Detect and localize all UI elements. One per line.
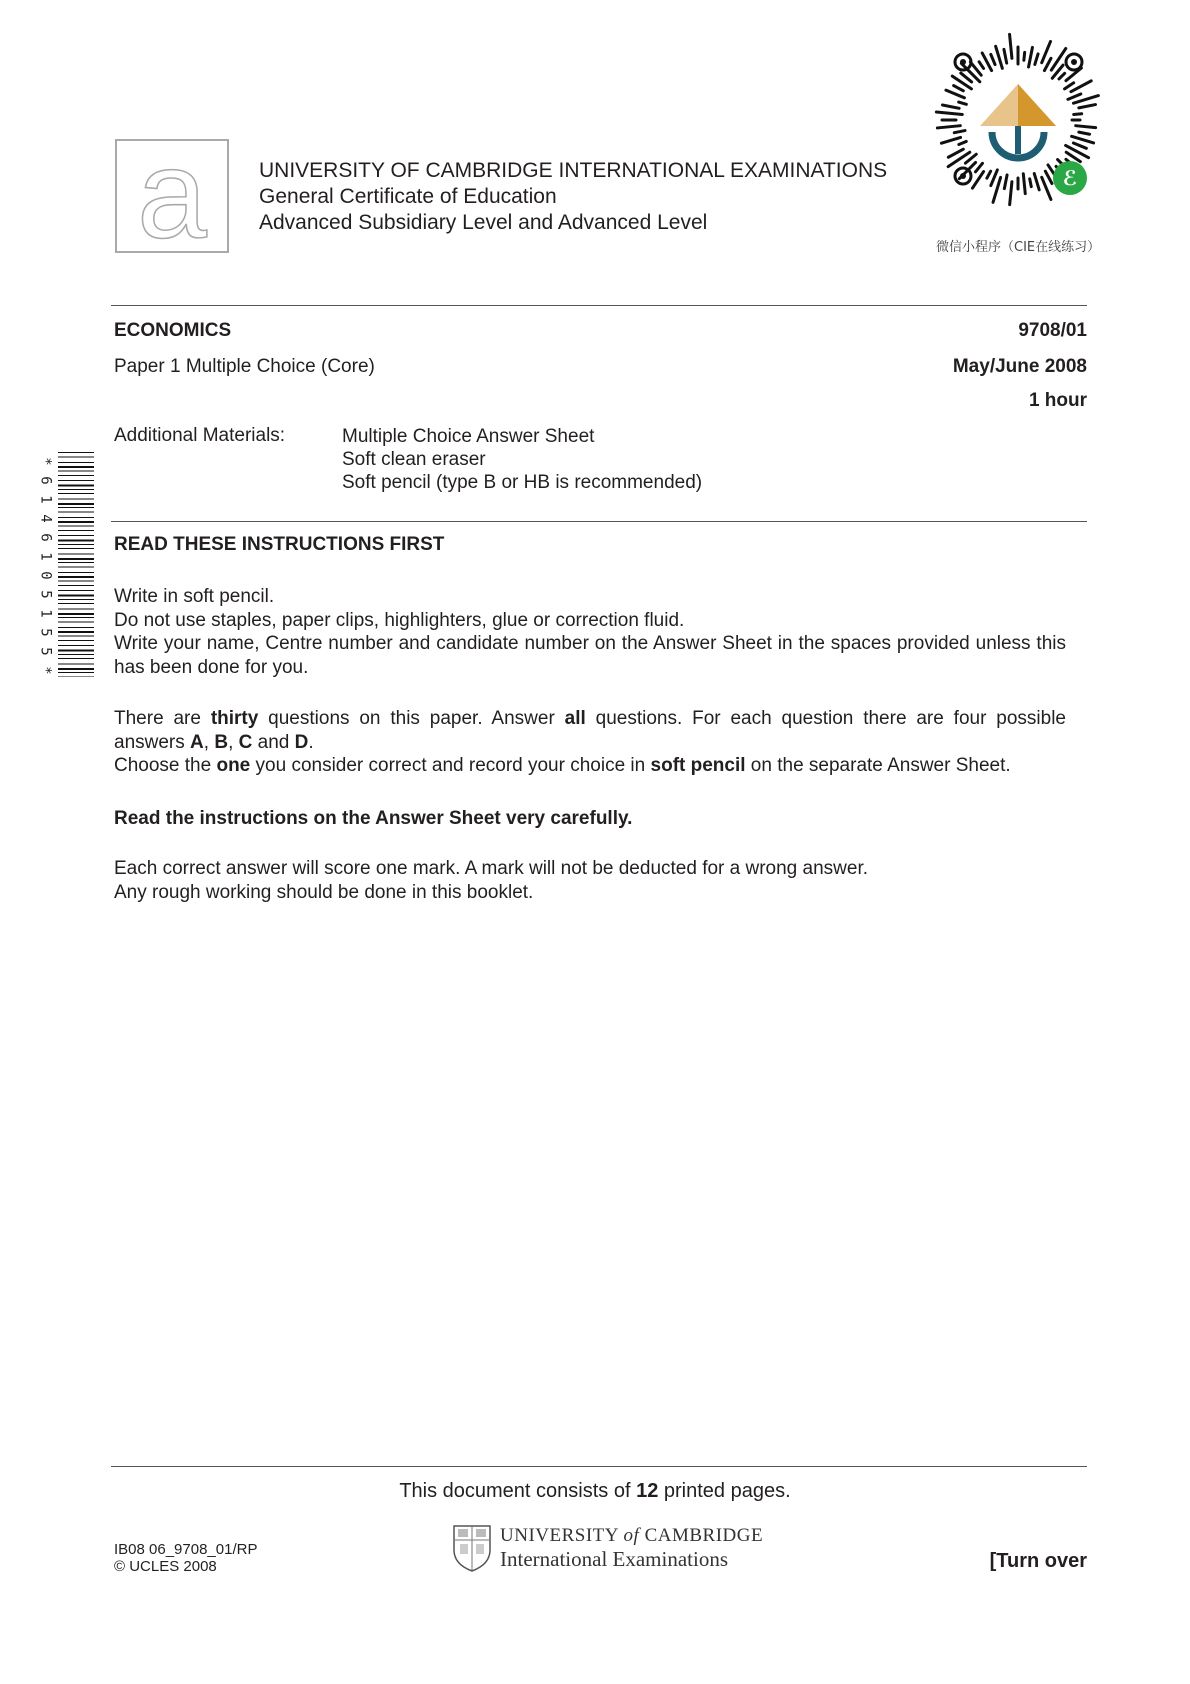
exam-session: May/June 2008 <box>952 356 1087 377</box>
text-span: There are <box>114 708 211 729</box>
level-name: Advanced Subsidiary Level and Advanced Level <box>259 211 708 234</box>
exam-duration: 1 hour <box>1028 390 1087 411</box>
answer-sheet-emphasis: Read the instructions on the Answer Sheet very carefully. <box>114 808 633 829</box>
bold-span: soft pencil <box>650 755 746 776</box>
cambridge-line-2: International Examinations <box>500 1546 729 1571</box>
marking-line: Any rough working should be done in this booklet. <box>114 881 534 903</box>
materials-label: Additional Materials: <box>114 425 286 446</box>
bold-span: one <box>216 755 251 776</box>
material-item: Multiple Choice Answer Sheet <box>342 426 595 447</box>
barcode-digit: 5 <box>37 628 54 637</box>
barcode-digit: 1 <box>37 552 54 561</box>
svg-text:ℰ: ℰ <box>1062 166 1078 190</box>
cambridge-crest-icon <box>452 1524 492 1572</box>
instruction-line: Do not use staples, paper clips, highlighters, glue or correction fluid. <box>114 609 685 631</box>
text-span: printed pages. <box>658 1480 791 1502</box>
text-span: . <box>308 731 314 753</box>
divider-top <box>111 305 1087 306</box>
divider-middle <box>111 521 1087 522</box>
text-span: CAMBRIDGE <box>644 1524 764 1546</box>
svg-text:a: a <box>137 141 207 251</box>
text-span: you consider correct and record your choice in <box>250 755 651 776</box>
barcode-digit: * <box>37 666 54 675</box>
marking-line: Each correct answer will score one mark. A mark will not be deducted for a wrong answer. <box>114 858 869 879</box>
barcode-digits <box>38 452 52 680</box>
barcode-digit: 4 <box>37 514 54 523</box>
text-span: UNIVERSITY <box>500 1524 619 1546</box>
text-span: , <box>203 731 215 753</box>
page-count <box>0 1480 1190 1503</box>
barcode-digit: 1 <box>37 609 54 618</box>
barcode-icon <box>58 452 94 677</box>
text-span: on the separate Answer Sheet. <box>745 755 1011 776</box>
header-block <box>259 158 919 236</box>
choose-paragraph <box>114 754 1066 778</box>
qr-code <box>928 30 1108 210</box>
barcode-digit: 5 <box>37 647 54 656</box>
cie-logo <box>115 139 229 253</box>
document-ref: IB08 06_9708_01/RP <box>114 1541 258 1558</box>
turn-over: [Turn over <box>989 1550 1087 1572</box>
bold-span: C <box>238 731 253 753</box>
bold-span: B <box>214 731 229 753</box>
cambridge-wordmark <box>500 1525 763 1572</box>
paper-title: Paper 1 Multiple Choice (Core) <box>114 356 375 377</box>
footer-reference <box>114 1541 257 1575</box>
letter-a-logo-icon <box>117 141 227 251</box>
cambridge-line-1 <box>500 1525 763 1547</box>
pencil-instructions <box>114 585 1066 679</box>
cambridge-logo <box>452 1524 763 1572</box>
questions-paragraph <box>114 707 1066 754</box>
text-span: This document consists of <box>399 1480 637 1502</box>
text-span: of <box>623 1524 640 1546</box>
text-span: Choose the <box>114 755 217 776</box>
barcode-digit: 0 <box>37 571 54 580</box>
page-count-number: 12 <box>636 1480 659 1502</box>
marking-notes <box>114 857 1066 904</box>
barcode-digit: 5 <box>37 590 54 599</box>
question-instructions <box>114 707 1066 778</box>
barcode-digit: 1 <box>37 495 54 504</box>
text-span: , <box>228 731 239 753</box>
university-name: UNIVERSITY OF CAMBRIDGE INTERNATIONAL EXAMINATIONS <box>259 159 888 182</box>
material-item: Soft pencil (type B or HB is recommended) <box>342 472 703 493</box>
text-span: questions on this paper. Answer <box>258 708 565 729</box>
material-item: Soft clean eraser <box>342 449 486 470</box>
text-span: and <box>252 731 295 753</box>
barcode-digit: 6 <box>37 533 54 542</box>
barcode-digit: * <box>37 457 54 466</box>
qr-caption: 微信小程序（CIE在线练习） <box>936 240 1101 255</box>
instruction-line: Write your name, Centre number and candidate number on the Answer Sheet in the spaces provided unless this has been done for you. <box>114 633 1066 678</box>
materials-list <box>342 425 702 494</box>
bold-span: D <box>294 731 309 753</box>
divider-bottom <box>111 1466 1087 1467</box>
instructions-title: READ THESE INSTRUCTIONS FIRST <box>114 534 445 555</box>
certificate-name: General Certificate of Education <box>259 185 557 208</box>
subject-title: ECONOMICS <box>114 320 232 341</box>
bold-span: all <box>564 708 586 729</box>
instruction-line: Write in soft pencil. <box>114 586 275 607</box>
copyright: © UCLES 2008 <box>114 1558 217 1575</box>
text-span: questions. For each question there are four possible answers <box>114 708 1066 753</box>
barcode-digit: 6 <box>37 476 54 485</box>
mini-program-qr-icon <box>928 30 1108 210</box>
paper-code: 9708/01 <box>1018 320 1087 341</box>
bold-span: A <box>190 731 204 753</box>
bold-span: thirty <box>210 708 259 729</box>
